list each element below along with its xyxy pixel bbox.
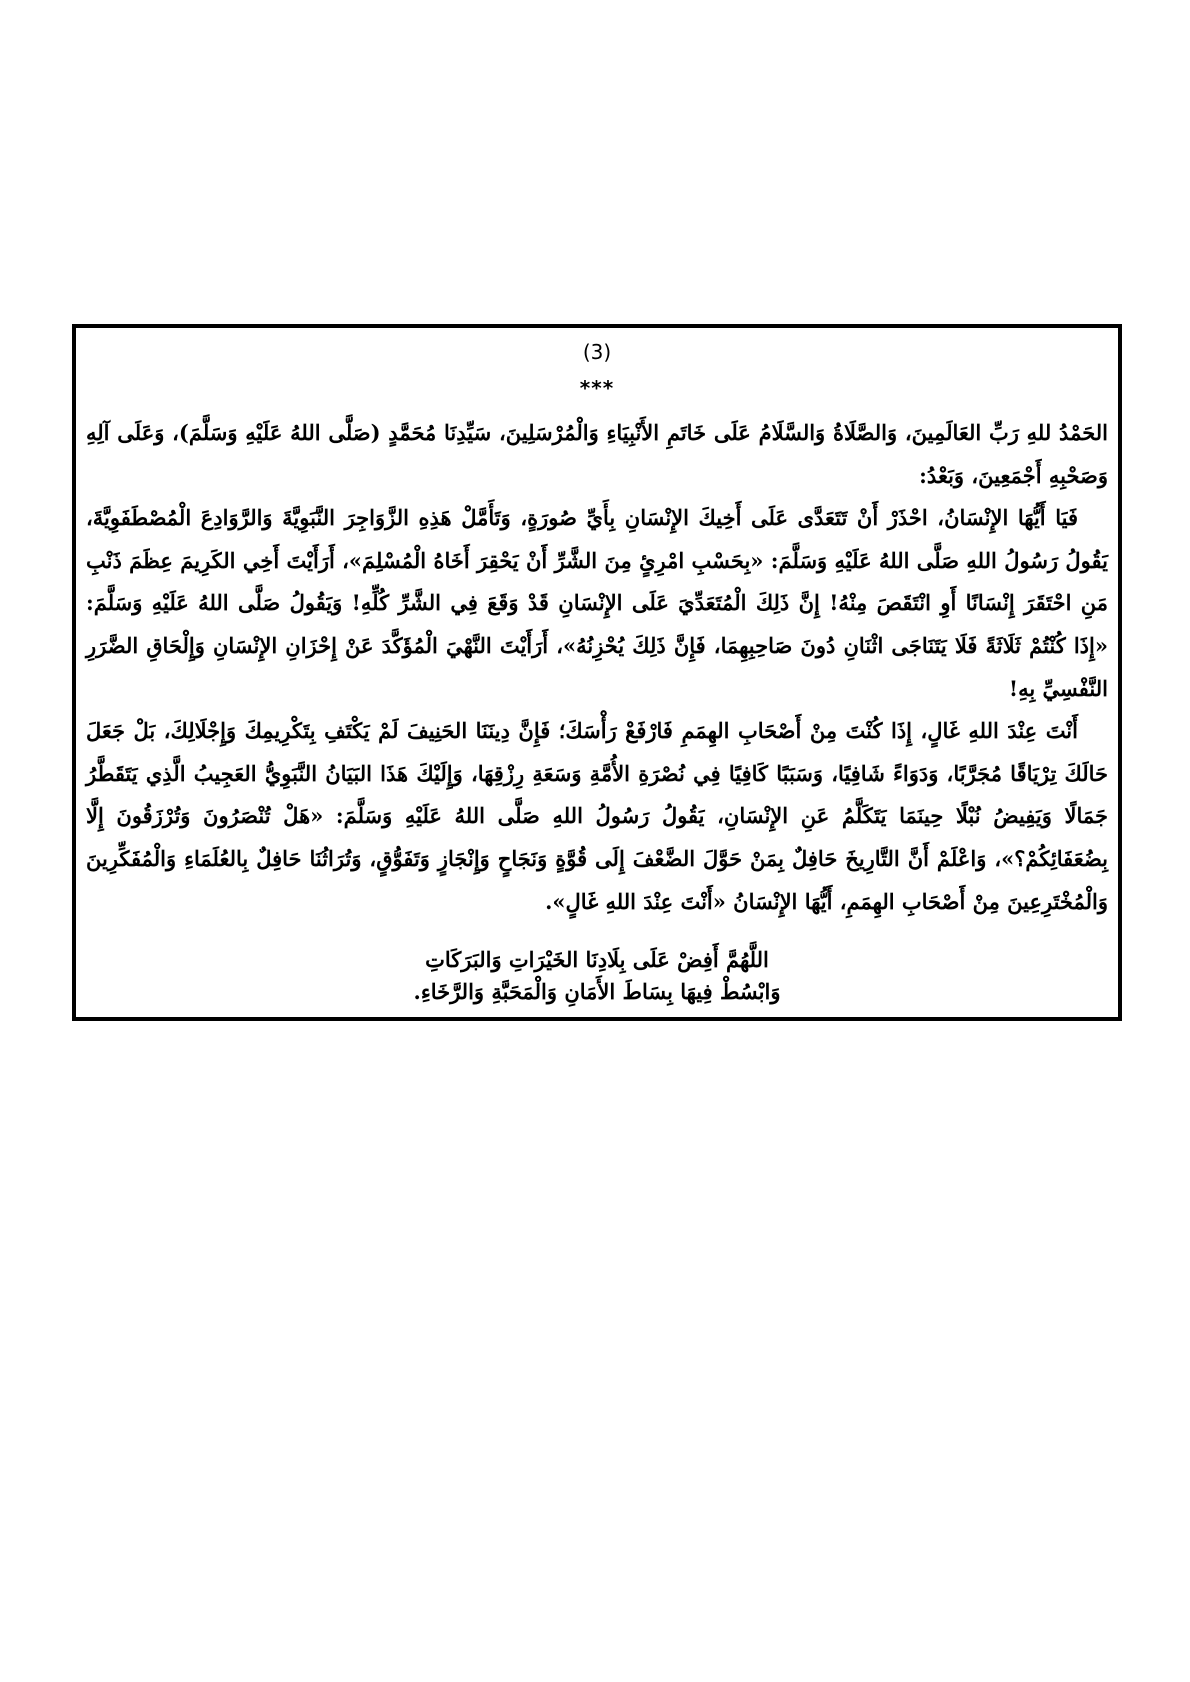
page-frame [72,324,1122,1021]
paragraph-value: أَنْتَ عِنْدَ اللهِ غَالٍ، إِذَا كُنْتَ مِنْ أَصْحَابِ الهِمَمِ فَارْفَعْ رَأْسَكَ؛ فَإِنَّ دِينَنَا الحَنِيفَ لَمْ يَكْتَفِ بِتَكْرِيمِكَ وَإِجْلَالِكَ، بَلْ جَعَلَ حَالَكَ تِرْيَاقًا مُجَرَّبًا، وَدَوَاءً شَافِيًا، وَسَبَبًا كَافِيًا فِي نُصْرَةِ الأُمَّةِ وَسَعَةِ رِزْقِهَا، وَإِلَيْكَ هَذَا البَيَانُ النَّبَوِيُّ العَجِيبُ الَّذِي يَتَقَطَّرُ جَمَالًا وَيَفِيضُ نُبْلًا حِينَمَا يَتَكَلَّمُ عَنِ الإِنْسَانِ، يَقُولُ رَسُولُ اللهِ صَلَّى اللهُ عَلَيْهِ وَسَلَّمَ: «هَلْ تُنْصَرُونَ وَتُرْزَقُونَ إِلَّا بِضُعَفَائِكُمْ؟»، وَاعْلَمْ أَنَّ التَّارِيخَ حَافِلٌ بِمَنْ حَوَّلَ الضَّعْفَ إِلَى قُوَّةٍ وَنَجَاحٍ وَإِنْجَازٍ وَتَفَوُّقٍ، وَتُرَاثُنَا حَافِلٌ بِالعُلَمَاءِ وَالْمُفَكِّرِينَ وَالْمُخْتَرِعِينَ مِنْ أَصْحَابِ الهِمَمِ، أَيُّهَا الإِنْسَانُ «أَنْتَ عِنْدَ اللهِ غَالٍ». [86,718,1108,914]
dua-line: اللَّهُمَّ أَفِضْ عَلَى بِلَادِنَا الخَيْرَاتِ وَالبَرَكَاتِ [425,947,769,972]
body-text [86,412,1108,923]
paragraph-opening: الحَمْدُ للهِ رَبِّ العَالَمِينَ، وَالصَّلَاةُ وَالسَّلَامُ عَلَى خَاتَمِ الأَنْبِيَاءِ وَالْمُرْسَلِينَ، سَيِّدِنَا مُحَمَّدٍ (صَلَّى اللهُ عَلَيْهِ وَسَلَّمَ)، وَعَلَى آلِهِ وَصَحْبِهِ أَجْمَعِينَ، وَبَعْدُ: [86,420,1108,488]
dua-block [76,944,1118,1008]
paragraph-hadith: فَيَا أَيُّهَا الإِنْسَانُ، احْذَرْ أَنْ تَتَعَدَّى عَلَى أَخِيكَ الإِنْسَانِ بِأَيِّ صُورَةٍ، وَتَأَمَّلْ هَذِهِ الزَّوَاجِرَ النَّبَوِيَّةَ وَالرَّوَادِعَ الْمُصْطَفَوِيَّةَ، يَقُولُ رَسُولُ اللهِ صَلَّى اللهُ عَلَيْهِ وَسَلَّمَ: «بِحَسْبِ امْرِئٍ مِنَ الشَّرِّ أَنْ يَحْقِرَ أَخَاهُ الْمُسْلِمَ»، أَرَأَيْتَ أَخِي الكَرِيمَ عِظَمَ ذَنْبِ مَنِ احْتَقَرَ إِنْسَانًا أَوِ انْتَقَصَ مِنْهُ! إِنَّ ذَلِكَ الْمُتَعَدِّيَ عَلَى الإِنْسَانِ قَدْ وَقَعَ فِي الشَّرِّ كُلِّهِ! وَيَقُولُ صَلَّى اللهُ عَلَيْهِ وَسَلَّمَ: «إِذَا كُنْتُمْ ثَلَاثَةً فَلَا يَتَنَاجَى اثْنَانِ دُونَ صَاحِبِهِمَا، فَإِنَّ ذَلِكَ يُحْزِنُهُ»، أَرَأَيْتَ النَّهْيَ الْمُؤَكَّدَ عَنْ إِحْزَانِ الإِنْسَانِ وَإِلْحَاقِ الضَّرَرِ النَّفْسِيِّ بِهِ! [86,505,1108,701]
dua-line: وَابْسُطْ فِيهَا بِسَاطَ الأَمَانِ وَالْمَحَبَّةِ وَالرَّخَاءِ. [413,979,781,1004]
section-separator: *** [579,376,615,400]
page-number: (3) [582,340,612,364]
